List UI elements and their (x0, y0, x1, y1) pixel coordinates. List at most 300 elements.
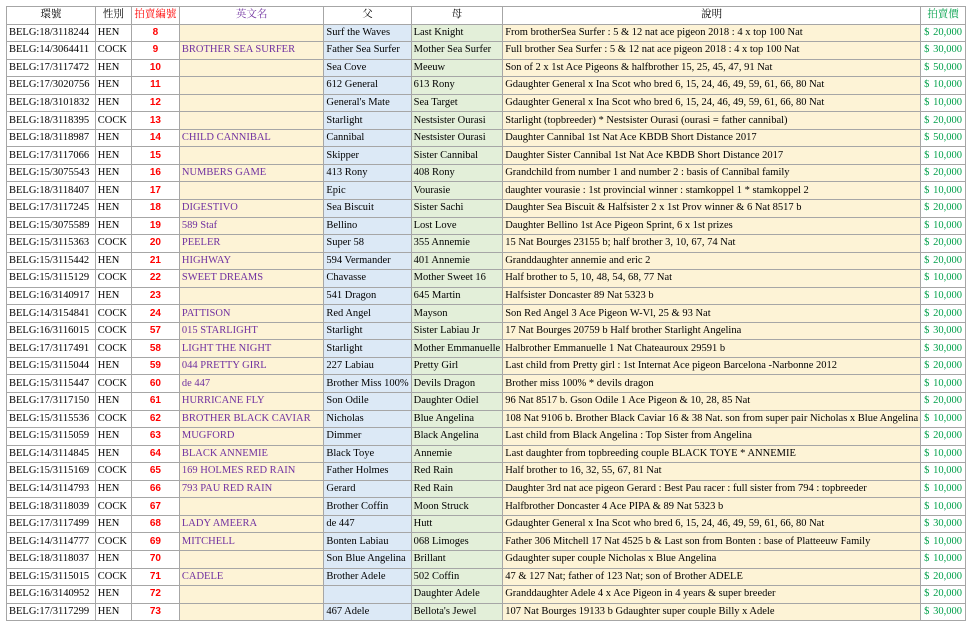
lot-number-cell[interactable]: 58 (131, 340, 179, 358)
father-cell[interactable]: Cannibal (324, 129, 411, 147)
father-cell[interactable]: Dimmer (324, 428, 411, 446)
mother-cell[interactable]: 401 Annemie (411, 252, 503, 270)
father-cell[interactable]: Gerard (324, 480, 411, 498)
father-cell[interactable]: Brother Coffin (324, 498, 411, 516)
father-cell[interactable]: 612 General (324, 77, 411, 95)
mother-cell[interactable]: Sister Labiau Jr (411, 322, 503, 340)
description-cell[interactable]: Half brother to 5, 10, 48, 54, 68, 77 Nat (503, 270, 921, 288)
sex-cell[interactable]: HEN (95, 252, 131, 270)
father-cell[interactable]: Son Blue Angelina (324, 550, 411, 568)
lot-number-cell[interactable]: 66 (131, 480, 179, 498)
father-cell[interactable]: 541 Dragon (324, 287, 411, 305)
ring-cell[interactable]: BELG:17/3117499 (7, 515, 96, 533)
english-name-cell[interactable] (179, 498, 323, 516)
price-cell[interactable] (921, 393, 966, 411)
sex-cell[interactable]: HEN (95, 164, 131, 182)
ring-cell[interactable]: BELG:17/3117299 (7, 603, 96, 621)
sex-cell[interactable]: HEN (95, 77, 131, 95)
ring-cell[interactable]: BELG:15/3075543 (7, 164, 96, 182)
mother-cell[interactable]: Pretty Girl (411, 357, 503, 375)
currency-symbol: $ (924, 79, 930, 91)
english-name-cell[interactable] (179, 182, 323, 200)
sex-cell[interactable]: HEN (95, 357, 131, 375)
english-name-cell[interactable] (179, 112, 323, 130)
price-cell[interactable] (921, 463, 966, 481)
lot-number-cell[interactable]: 64 (131, 445, 179, 463)
ring-cell[interactable]: BELG:18/3118395 (7, 112, 96, 130)
father-cell[interactable]: Starlight (324, 340, 411, 358)
table-row (7, 42, 966, 60)
description-cell[interactable]: Starlight (topbreeder) * Nestsister Ourasi (ourasi = father cannibal) (503, 112, 921, 130)
father-cell[interactable]: Skipper (324, 147, 411, 165)
lot-number-cell[interactable]: 69 (131, 533, 179, 551)
mother-cell[interactable]: Moon Struck (411, 498, 503, 516)
english-name-cell[interactable]: BROTHER SEA SURFER (179, 42, 323, 60)
currency-symbol: $ (924, 483, 930, 495)
header-price[interactable]: 拍賣價 (921, 7, 966, 25)
header-ring[interactable]: 環號 (7, 7, 96, 25)
english-name-cell[interactable]: CADELE (179, 568, 323, 586)
ring-cell[interactable]: BELG:17/3117472 (7, 59, 96, 77)
father-cell[interactable]: Father Holmes (324, 463, 411, 481)
sex-cell[interactable]: HEN (95, 480, 131, 498)
father-cell[interactable]: Black Toye (324, 445, 411, 463)
english-name-cell[interactable]: PEELER (179, 235, 323, 253)
mother-cell[interactable]: 645 Martin (411, 287, 503, 305)
description-cell[interactable]: Daughter Bellino 1st Ace Pigeon Sprint, 6 x 1st prizes (503, 217, 921, 235)
english-name-cell[interactable]: LIGHT THE NIGHT (179, 340, 323, 358)
father-cell[interactable]: Son Odile (324, 393, 411, 411)
description-cell[interactable]: Son of 2 x 1st Ace Pigeons & halfbrother 15, 25, 45, 47, 91 Nat (503, 59, 921, 77)
father-cell[interactable]: Starlight (324, 322, 411, 340)
price-cell[interactable] (921, 59, 966, 77)
sex-cell[interactable]: HEN (95, 182, 131, 200)
price-cell[interactable] (921, 147, 966, 165)
father-cell[interactable] (324, 586, 411, 604)
sex-cell[interactable]: HEN (95, 515, 131, 533)
english-name-cell[interactable]: CHILD CANNIBAL (179, 129, 323, 147)
description-cell[interactable]: From brotherSea Surfer : 5 & 12 nat ace pigeon 2018 : 4 x top 100 Nat (503, 24, 921, 42)
price-cell[interactable] (921, 305, 966, 323)
mother-cell[interactable]: Sea Target (411, 94, 503, 112)
price-cell[interactable] (921, 498, 966, 516)
father-cell[interactable]: Surf the Waves (324, 24, 411, 42)
price-cell[interactable] (921, 112, 966, 130)
ring-cell[interactable]: BELG:15/3115169 (7, 463, 96, 481)
father-cell[interactable]: 413 Rony (324, 164, 411, 182)
sex-cell[interactable]: HEN (95, 586, 131, 604)
mother-cell[interactable]: Bellota's Jewel (411, 603, 503, 621)
price-cell[interactable] (921, 586, 966, 604)
father-cell[interactable]: Sea Cove (324, 59, 411, 77)
mother-cell[interactable]: Mayson (411, 305, 503, 323)
lot-number-cell[interactable]: 67 (131, 498, 179, 516)
lot-number-cell[interactable]: 71 (131, 568, 179, 586)
sex-cell[interactable]: COCK (95, 112, 131, 130)
english-name-cell[interactable]: BLACK ANNEMIE (179, 445, 323, 463)
father-cell[interactable]: General's Mate (324, 94, 411, 112)
sex-cell[interactable]: COCK (95, 568, 131, 586)
english-name-cell[interactable]: 589 Staf (179, 217, 323, 235)
table-row (7, 270, 966, 288)
lot-number-cell[interactable]: 22 (131, 270, 179, 288)
ring-cell[interactable]: BELG:17/3117066 (7, 147, 96, 165)
mother-cell[interactable]: Daughter Adele (411, 586, 503, 604)
description-cell[interactable]: Daughter 3rd nat ace pigeon Gerard : Best Pau racer : full sister from 794 : topbreeder (503, 480, 921, 498)
father-cell[interactable]: Super 58 (324, 235, 411, 253)
ring-cell[interactable]: BELG:16/3140917 (7, 287, 96, 305)
price-cell[interactable] (921, 550, 966, 568)
price-cell[interactable] (921, 164, 966, 182)
father-cell[interactable]: Brother Adele (324, 568, 411, 586)
description-cell[interactable]: Halfbrother Doncaster 4 Ace PIPA & 89 Nat 5323 b (503, 498, 921, 516)
mother-cell[interactable]: 408 Rony (411, 164, 503, 182)
price-cell[interactable] (921, 568, 966, 586)
english-name-cell[interactable] (179, 59, 323, 77)
english-name-cell[interactable]: 793 PAU RED RAIN (179, 480, 323, 498)
english-name-cell[interactable]: 169 HOLMES RED RAIN (179, 463, 323, 481)
lot-number-cell[interactable]: 21 (131, 252, 179, 270)
sex-cell[interactable]: HEN (95, 217, 131, 235)
currency-symbol: $ (924, 114, 930, 126)
lot-number-cell[interactable]: 20 (131, 235, 179, 253)
price-cell[interactable] (921, 200, 966, 218)
description-cell[interactable]: Gdaughter General x Ina Scot who bred 6, 15, 24, 46, 49, 59, 61, 66, 80 Nat (503, 94, 921, 112)
description-cell[interactable]: Halbrother Emmanuelle 1 Nat Chateauroux 29591 b (503, 340, 921, 358)
lot-number-cell[interactable]: 62 (131, 410, 179, 428)
mother-cell[interactable]: Meeuw (411, 59, 503, 77)
mother-cell[interactable]: Blue Angelina (411, 410, 503, 428)
description-cell[interactable]: Gdaughter General x Ina Scot who bred 6, 15, 24, 46, 49, 59, 61, 66, 80 Nat (503, 77, 921, 95)
sex-cell[interactable]: HEN (95, 445, 131, 463)
mother-cell[interactable]: Daughter Odiel (411, 393, 503, 411)
description-cell[interactable]: 17 Nat Bourges 20759 b Half brother Starlight Angelina (503, 322, 921, 340)
ring-cell[interactable]: BELG:17/3117245 (7, 200, 96, 218)
table-row (7, 550, 966, 568)
mother-cell[interactable]: Mother Emmanuelle (411, 340, 503, 358)
sex-cell[interactable]: HEN (95, 603, 131, 621)
ring-cell[interactable]: BELG:15/3115044 (7, 357, 96, 375)
ring-cell[interactable]: BELG:17/3117150 (7, 393, 96, 411)
english-name-cell[interactable]: HURRICANE FLY (179, 393, 323, 411)
lot-number-cell[interactable]: 23 (131, 287, 179, 305)
header-description[interactable]: 說明 (503, 7, 921, 25)
ring-cell[interactable]: BELG:14/3064411 (7, 42, 96, 60)
english-name-cell[interactable] (179, 147, 323, 165)
price-amount: 20,000 (933, 114, 962, 126)
sex-cell[interactable]: HEN (95, 393, 131, 411)
father-cell[interactable]: de 447 (324, 515, 411, 533)
description-cell[interactable]: Half brother to 16, 32, 55, 67, 81 Nat (503, 463, 921, 481)
lot-number-cell[interactable]: 60 (131, 375, 179, 393)
price-cell[interactable] (921, 603, 966, 621)
description-cell[interactable]: Granddaughter annemie and eric 2 (503, 252, 921, 270)
price-cell[interactable] (921, 217, 966, 235)
currency-symbol: $ (924, 97, 930, 108)
description-cell[interactable]: Full brother Sea Surfer : 5 & 12 nat ace pigeon 2018 : 4 x top 100 Nat (503, 42, 921, 60)
description-cell[interactable]: Father 306 Mitchell 17 Nat 4525 b & Last son from Bonten : base of Platteeuw Family (503, 533, 921, 551)
price-cell[interactable] (921, 357, 966, 375)
description-cell[interactable]: Gdaughter General x Ina Scot who bred 6, 15, 24, 46, 49, 59, 61, 66, 80 Nat (503, 515, 921, 533)
sex-cell[interactable]: COCK (95, 340, 131, 358)
description-cell[interactable]: Brother miss 100% * devils dragon (503, 375, 921, 393)
ring-cell[interactable]: BELG:15/3115442 (7, 252, 96, 270)
mother-cell[interactable]: Mother Sea Surfer (411, 42, 503, 60)
english-name-cell[interactable]: DIGESTIVO (179, 200, 323, 218)
english-name-cell[interactable] (179, 603, 323, 621)
mother-cell[interactable]: Mother Sweet 16 (411, 270, 503, 288)
description-cell[interactable]: Last child from Black Angelina : Top Sister from Angelina (503, 428, 921, 446)
sex-cell[interactable]: COCK (95, 322, 131, 340)
price-cell[interactable] (921, 428, 966, 446)
price-cell[interactable] (921, 515, 966, 533)
price-cell[interactable] (921, 42, 966, 60)
price-cell[interactable] (921, 77, 966, 95)
header-father[interactable]: 父 (324, 7, 411, 25)
lot-number-cell[interactable]: 63 (131, 428, 179, 446)
price-cell[interactable] (921, 182, 966, 200)
lot-number-cell[interactable]: 19 (131, 217, 179, 235)
lot-number-cell[interactable]: 14 (131, 129, 179, 147)
sex-cell[interactable]: HEN (95, 129, 131, 147)
english-name-cell[interactable]: LADY AMEERA (179, 515, 323, 533)
sex-cell[interactable]: HEN (95, 287, 131, 305)
sex-cell[interactable]: HEN (95, 147, 131, 165)
price-cell[interactable] (921, 270, 966, 288)
father-cell[interactable]: Starlight (324, 112, 411, 130)
father-cell[interactable]: Red Angel (324, 305, 411, 323)
english-name-cell[interactable] (179, 77, 323, 95)
sex-cell[interactable]: COCK (95, 375, 131, 393)
lot-number-cell[interactable]: 13 (131, 112, 179, 130)
sex-cell[interactable]: HEN (95, 94, 131, 112)
lot-number-cell[interactable]: 57 (131, 322, 179, 340)
lot-number-cell[interactable]: 61 (131, 393, 179, 411)
ring-cell[interactable]: BELG:17/3020756 (7, 77, 96, 95)
english-name-cell[interactable] (179, 287, 323, 305)
mother-cell[interactable]: 613 Rony (411, 77, 503, 95)
english-name-cell[interactable]: BROTHER BLACK CAVIAR (179, 410, 323, 428)
table-row (7, 357, 966, 375)
father-cell[interactable]: Bonten Labiau (324, 533, 411, 551)
description-cell[interactable]: 47 & 127 Nat; father of 123 Nat; son of Brother ADELE (503, 568, 921, 586)
description-cell[interactable]: Daughter Sea Biscuit & Halfsister 2 x 1st Prov winner & 6 Nat 8517 b (503, 200, 921, 218)
description-cell[interactable]: Last daughter from topbreeding couple BLACK TOYE * ANNEMIE (503, 445, 921, 463)
description-cell[interactable]: Son Red Angel 3 Ace Pigeon W-Vl, 25 & 93 Nat (503, 305, 921, 323)
table-row (7, 235, 966, 253)
sex-cell[interactable]: COCK (95, 533, 131, 551)
lot-number-cell[interactable]: 11 (131, 77, 179, 95)
ring-cell[interactable]: BELG:15/3075589 (7, 217, 96, 235)
ring-cell[interactable]: BELG:17/3117491 (7, 340, 96, 358)
mother-cell[interactable]: Annemie (411, 445, 503, 463)
price-cell[interactable] (921, 322, 966, 340)
ring-cell[interactable]: BELG:18/3101832 (7, 94, 96, 112)
mother-cell[interactable]: Sister Cannibal (411, 147, 503, 165)
mother-cell[interactable]: Red Rain (411, 463, 503, 481)
description-cell[interactable]: Daughter Cannibal 1st Nat Ace KBDB Short Distance 2017 (503, 129, 921, 147)
ring-cell[interactable]: BELG:15/3115447 (7, 375, 96, 393)
ring-cell[interactable]: BELG:18/3118407 (7, 182, 96, 200)
price-cell[interactable] (921, 480, 966, 498)
mother-cell[interactable]: Hutt (411, 515, 503, 533)
sex-cell[interactable]: COCK (95, 498, 131, 516)
english-name-cell[interactable]: MUGFORD (179, 428, 323, 446)
ring-cell[interactable]: BELG:18/3118039 (7, 498, 96, 516)
father-cell[interactable]: Father Sea Surfer (324, 42, 411, 60)
price-cell[interactable] (921, 252, 966, 270)
father-cell[interactable]: Epic (324, 182, 411, 200)
mother-cell[interactable]: Nestsister Ourasi (411, 129, 503, 147)
ring-cell[interactable]: BELG:15/3115015 (7, 568, 96, 586)
ring-cell[interactable]: BELG:14/3154841 (7, 305, 96, 323)
sex-cell[interactable]: COCK (95, 305, 131, 323)
mother-cell[interactable]: 355 Annemie (411, 235, 503, 253)
father-cell[interactable]: 594 Vermander (324, 252, 411, 270)
table-row (7, 112, 966, 130)
lot-number-cell[interactable]: 73 (131, 603, 179, 621)
english-name-cell[interactable]: 044 PRETTY GIRL (179, 357, 323, 375)
description-cell[interactable]: Last child from Pretty girl : 1st Internat Ace pigeon Barcelona -Narbonne 2012 (503, 357, 921, 375)
lot-number-cell[interactable]: 16 (131, 164, 179, 182)
english-name-cell[interactable]: MITCHELL (179, 533, 323, 551)
currency-symbol: $ (924, 149, 930, 161)
price-cell[interactable] (921, 445, 966, 463)
english-name-cell[interactable] (179, 586, 323, 604)
price-cell[interactable] (921, 94, 966, 112)
lot-number-cell[interactable]: 72 (131, 586, 179, 604)
table-row (7, 287, 966, 305)
sex-cell[interactable]: COCK (95, 410, 131, 428)
price-cell[interactable] (921, 287, 966, 305)
header-lot[interactable]: 拍賣編號 (131, 7, 179, 25)
price-cell[interactable] (921, 533, 966, 551)
father-cell[interactable]: Chavasse (324, 270, 411, 288)
description-cell[interactable]: Grandchild from number 1 and number 2 : basis of Cannibal family (503, 164, 921, 182)
header-sex[interactable]: 性別 (95, 7, 131, 25)
english-name-cell[interactable]: 015 STARLIGHT (179, 322, 323, 340)
sex-cell[interactable]: COCK (95, 42, 131, 60)
lot-number-cell[interactable]: 59 (131, 357, 179, 375)
sex-cell[interactable]: HEN (95, 24, 131, 42)
header-name[interactable]: 英文名 (179, 7, 323, 25)
description-cell[interactable]: Gdaughter super couple Nicholas x Blue Angelina (503, 550, 921, 568)
ring-cell[interactable]: BELG:15/3115129 (7, 270, 96, 288)
sex-cell[interactable]: HEN (95, 550, 131, 568)
description-cell[interactable]: 107 Nat Bourges 19133 b Gdaughter super couple Billy x Adele (503, 603, 921, 621)
english-name-cell[interactable]: PATTISON (179, 305, 323, 323)
sex-cell[interactable]: HEN (95, 428, 131, 446)
ring-cell[interactable]: BELG:15/3115363 (7, 235, 96, 253)
english-name-cell[interactable] (179, 94, 323, 112)
table-row (7, 217, 966, 235)
currency-symbol: $ (924, 570, 930, 582)
lot-number-cell[interactable]: 15 (131, 147, 179, 165)
price-cell[interactable] (921, 375, 966, 393)
description-cell[interactable]: 108 Nat 9106 b. Brother Black Caviar 16 & 38 Nat. son from super pair Nicholas x Blue Angelina (503, 410, 921, 428)
lot-number-cell[interactable]: 10 (131, 59, 179, 77)
table-row (7, 568, 966, 586)
sex-cell[interactable]: COCK (95, 270, 131, 288)
lot-number-cell[interactable]: 65 (131, 463, 179, 481)
mother-cell[interactable]: Brillant (411, 550, 503, 568)
sex-cell[interactable]: HEN (95, 59, 131, 77)
father-cell[interactable]: 467 Adele (324, 603, 411, 621)
english-name-cell[interactable]: NUMBERS GAME (179, 164, 323, 182)
lot-number-cell[interactable]: 12 (131, 94, 179, 112)
price-cell[interactable] (921, 340, 966, 358)
ring-cell[interactable]: BELG:16/3116015 (7, 322, 96, 340)
mother-cell[interactable]: Lost Love (411, 217, 503, 235)
sex-cell[interactable]: HEN (95, 200, 131, 218)
price-cell[interactable] (921, 235, 966, 253)
currency-symbol: $ (924, 518, 930, 530)
father-cell[interactable]: Bellino (324, 217, 411, 235)
description-cell[interactable]: daughter vourasie : 1st provincial winner : stamkoppel 1 * stamkoppel 2 (503, 182, 921, 200)
father-cell[interactable]: 227 Labiau (324, 357, 411, 375)
ring-cell[interactable]: BELG:15/3115059 (7, 428, 96, 446)
father-cell[interactable]: Sea Biscuit (324, 200, 411, 218)
description-cell[interactable]: 96 Nat 8517 b. Gson Odile 1 Ace Pigeon & 10, 28, 85 Nat (503, 393, 921, 411)
father-cell[interactable]: Brother Miss 100% (324, 375, 411, 393)
lot-number-cell[interactable]: 24 (131, 305, 179, 323)
ring-cell[interactable]: BELG:18/3118987 (7, 129, 96, 147)
ring-cell[interactable]: BELG:14/3114845 (7, 445, 96, 463)
mother-cell[interactable]: Red Rain (411, 480, 503, 498)
english-name-cell[interactable]: HIGHWAY (179, 252, 323, 270)
ring-cell[interactable]: BELG:18/3118244 (7, 24, 96, 42)
mother-cell[interactable]: Black Angelina (411, 428, 503, 446)
ring-cell[interactable]: BELG:15/3115536 (7, 410, 96, 428)
lot-number-cell[interactable]: 70 (131, 550, 179, 568)
description-cell[interactable]: Granddaughter Adele 4 x Ace Pigeon in 4 years & super breeder (503, 586, 921, 604)
mother-cell[interactable]: Devils Dragon (411, 375, 503, 393)
lot-number-cell[interactable]: 18 (131, 200, 179, 218)
english-name-cell[interactable] (179, 24, 323, 42)
price-cell[interactable] (921, 410, 966, 428)
price-cell[interactable] (921, 129, 966, 147)
price-cell[interactable] (921, 24, 966, 42)
mother-cell[interactable]: Last Knight (411, 24, 503, 42)
header-mother[interactable]: 母 (411, 7, 503, 25)
lot-number-cell[interactable]: 17 (131, 182, 179, 200)
mother-cell[interactable]: Nestsister Ourasi (411, 112, 503, 130)
english-name-cell[interactable]: SWEET DREAMS (179, 270, 323, 288)
mother-cell[interactable]: Sister Sachi (411, 200, 503, 218)
father-cell[interactable]: Nicholas (324, 410, 411, 428)
sex-cell[interactable]: COCK (95, 235, 131, 253)
description-cell[interactable]: 15 Nat Bourges 23155 b; half brother 3, 10, 67, 74 Nat (503, 235, 921, 253)
ring-cell[interactable]: BELG:18/3118037 (7, 550, 96, 568)
table-row (7, 393, 966, 411)
price-amount: 10,000 (933, 500, 962, 512)
mother-cell[interactable]: Vourasie (411, 182, 503, 200)
lot-number-cell[interactable]: 8 (131, 24, 179, 42)
english-name-cell[interactable] (179, 550, 323, 568)
english-name-cell[interactable]: de 447 (179, 375, 323, 393)
mother-cell[interactable]: 068 Limoges (411, 533, 503, 551)
sex-cell[interactable]: COCK (95, 463, 131, 481)
ring-cell[interactable]: BELG:16/3140952 (7, 586, 96, 604)
lot-number-cell[interactable]: 68 (131, 515, 179, 533)
ring-cell[interactable]: BELG:14/3114777 (7, 533, 96, 551)
mother-cell[interactable]: 502 Coffin (411, 568, 503, 586)
currency-symbol: $ (924, 44, 930, 56)
lot-number-cell[interactable]: 9 (131, 42, 179, 60)
description-cell[interactable]: Halfsister Doncaster 89 Nat 5323 b (503, 287, 921, 305)
description-cell[interactable]: Daughter Sister Cannibal 1st Nat Ace KBDB Short Distance 2017 (503, 147, 921, 165)
ring-cell[interactable]: BELG:14/3114793 (7, 480, 96, 498)
